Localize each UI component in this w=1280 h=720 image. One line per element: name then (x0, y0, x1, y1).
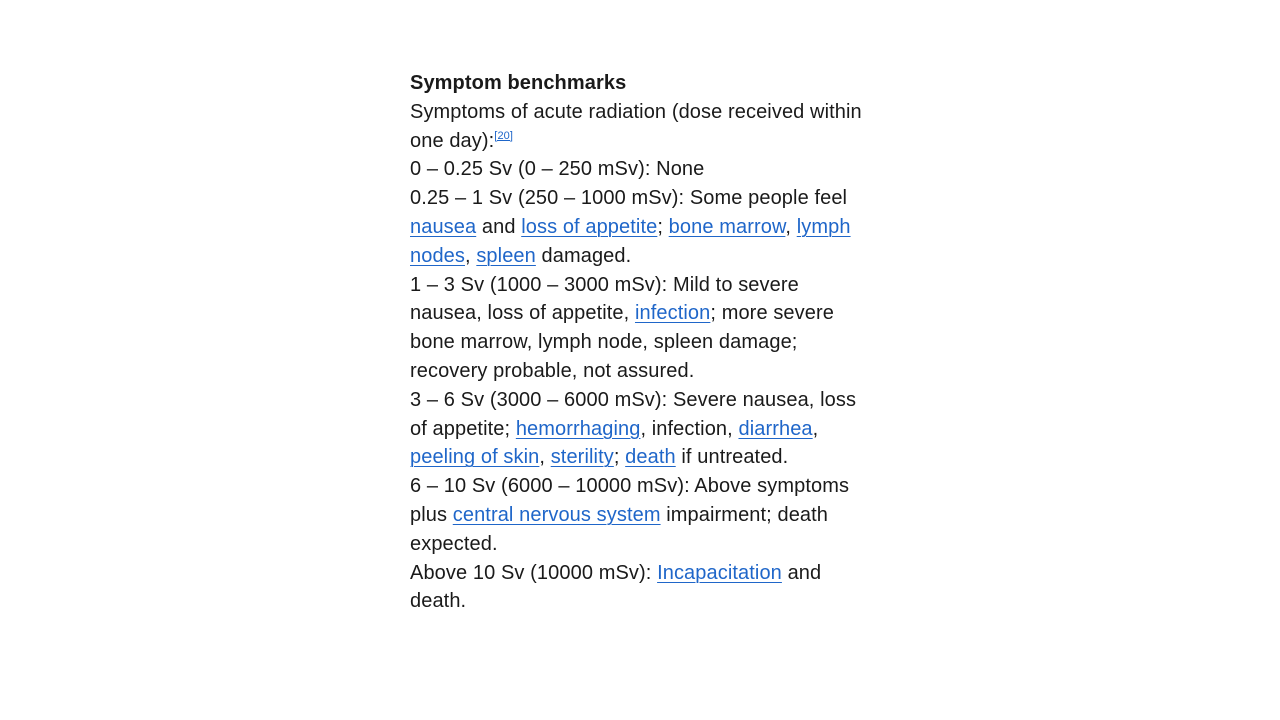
benchmark-text: damaged. (535, 244, 632, 267)
reference-link[interactable]: [20] (494, 129, 514, 142)
benchmark-text: , (812, 417, 819, 440)
benchmark-text: , (785, 215, 797, 238)
link-spleen[interactable]: spleen (476, 244, 536, 267)
link-lymph-nodes[interactable]: lymph nodes (410, 215, 851, 267)
intro-paragraph (410, 98, 870, 156)
link-diarrhea[interactable]: diarrhea (738, 417, 813, 440)
link-incapacitation[interactable]: Incapacitation (657, 561, 782, 584)
benchmark-text: ; (657, 215, 669, 238)
benchmark-text: and death. (410, 561, 822, 613)
benchmark-text: 1 – 3 Sv (1000 – 3000 mSv): Mild to severe nausea, loss of appetite, (410, 273, 799, 325)
link-peeling-of-skin[interactable]: peeling of skin (410, 446, 540, 469)
benchmark-text: Above 10 Sv (10000 mSv): (410, 561, 658, 584)
benchmark-6sv (410, 386, 870, 472)
link-nausea[interactable]: nausea (410, 215, 477, 238)
heading: Symptom benchmarks (410, 72, 627, 94)
benchmark-1sv (410, 184, 870, 270)
benchmark-text: 0 – 0.25 Sv (0 – 250 mSv): None (410, 158, 705, 181)
benchmark-text: 0.25 – 1 Sv (250 – 1000 mSv): Some people feel (410, 187, 848, 210)
link-sterility[interactable]: sterility (550, 446, 614, 469)
benchmark-text: 6 – 10 Sv (6000 – 10000 mSv): Above symptoms plus (410, 475, 850, 526)
benchmark-text: if untreated. (675, 446, 789, 469)
benchmark-3sv (410, 271, 870, 386)
benchmark-0-25sv (410, 155, 870, 184)
link-central-nervous-system[interactable]: central nervous system (452, 503, 661, 526)
link-hemorrhaging[interactable]: hemorrhaging (515, 417, 641, 440)
link-loss-of-appetite[interactable]: loss of appetite (521, 215, 658, 238)
benchmark-10sv (410, 472, 870, 558)
benchmark-above-10sv (410, 559, 870, 617)
benchmark-text: , (465, 244, 477, 267)
link-infection[interactable]: infection (634, 302, 711, 325)
text-block (410, 69, 870, 616)
benchmark-text: , (539, 446, 551, 469)
benchmark-text: impairment; death expected. (410, 503, 829, 555)
link-death[interactable]: death (625, 446, 676, 469)
link-bone-marrow[interactable]: bone marrow (668, 215, 786, 238)
reference-sup (494, 130, 513, 142)
benchmark-text: and (476, 215, 522, 238)
benchmark-text: 3 – 6 Sv (3000 – 6000 mSv): Severe nausea, loss of appetite; (410, 388, 857, 440)
intro-text: Symptoms of acute radiation (dose received within one day): (410, 100, 862, 152)
benchmark-text: , infection, (640, 417, 739, 440)
benchmark-text: ; more severe bone marrow, lymph node, spleen damage; recovery probable, not assured. (410, 302, 834, 382)
benchmark-text: ; (613, 446, 626, 469)
